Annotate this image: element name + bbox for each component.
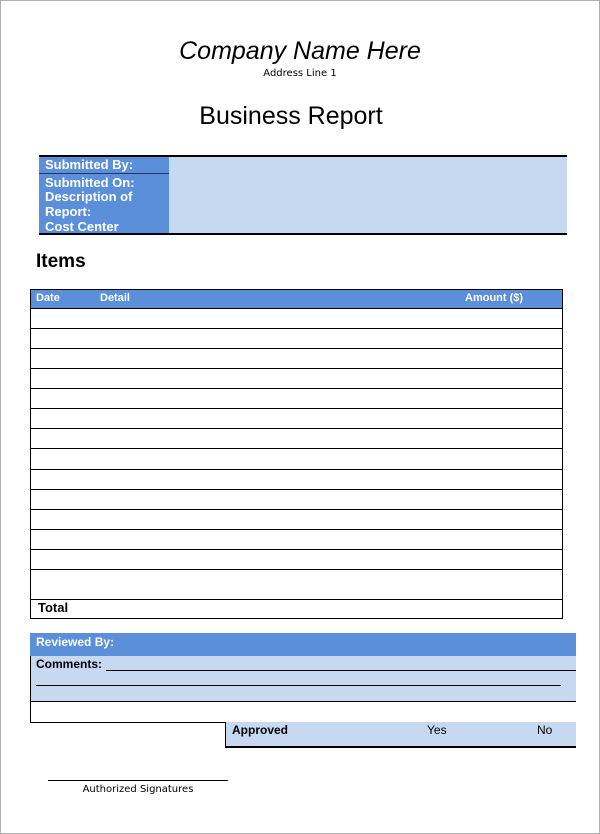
info-entry-area[interactable] — [169, 157, 567, 233]
table-row-line — [31, 549, 562, 550]
items-heading: Items — [36, 251, 86, 272]
description-label-cont: Report: — [45, 204, 92, 219]
review-block — [30, 633, 576, 723]
col-detail: Detail — [100, 292, 130, 304]
signature-label: Authorized Signatures — [82, 784, 194, 795]
table-row-line — [31, 428, 562, 429]
table-row-line — [31, 489, 562, 490]
table-row-line — [31, 448, 562, 449]
comments-label: Comments: — [36, 657, 103, 671]
description-label: Description of — [45, 189, 133, 204]
table-row-line — [31, 328, 562, 329]
approved-label: Approved — [232, 723, 289, 737]
address-line: Address Line 1 — [263, 68, 337, 79]
report-info-block — [39, 155, 567, 235]
submitted-on-label: Submitted On: — [45, 175, 135, 190]
table-row-line — [31, 509, 562, 510]
table-row-line — [31, 529, 562, 530]
approved-no-option[interactable]: No — [537, 723, 553, 737]
comments-line-1 — [106, 670, 576, 671]
items-table — [30, 289, 563, 619]
approval-box — [225, 722, 576, 748]
table-row-line — [31, 408, 562, 409]
review-frame-left — [30, 656, 31, 723]
review-frame-divider — [30, 701, 576, 702]
table-row-line — [31, 569, 562, 570]
table-row-line — [31, 469, 562, 470]
report-title: Business Report — [199, 102, 383, 130]
signature-line — [48, 780, 228, 781]
table-row-line — [31, 368, 562, 369]
table-row-line — [31, 348, 562, 349]
comments-line-2 — [36, 685, 561, 686]
company-name: Company Name Here — [179, 37, 421, 65]
table-row-line — [31, 388, 562, 389]
info-separator — [39, 173, 169, 174]
review-frame-bottom — [30, 722, 226, 723]
col-amount: Amount ($) — [465, 292, 524, 304]
col-date: Date — [36, 292, 60, 304]
submitted-by-label: Submitted By: — [45, 157, 134, 172]
table-row-line — [31, 599, 562, 600]
reviewed-by-label: Reviewed By: — [36, 635, 115, 649]
cost-center-label: Cost Center — [45, 219, 119, 234]
table-row-line — [31, 308, 562, 309]
comments-area[interactable] — [30, 656, 576, 701]
approved-yes-option[interactable]: Yes — [427, 723, 447, 737]
total-label: Total — [38, 600, 69, 615]
